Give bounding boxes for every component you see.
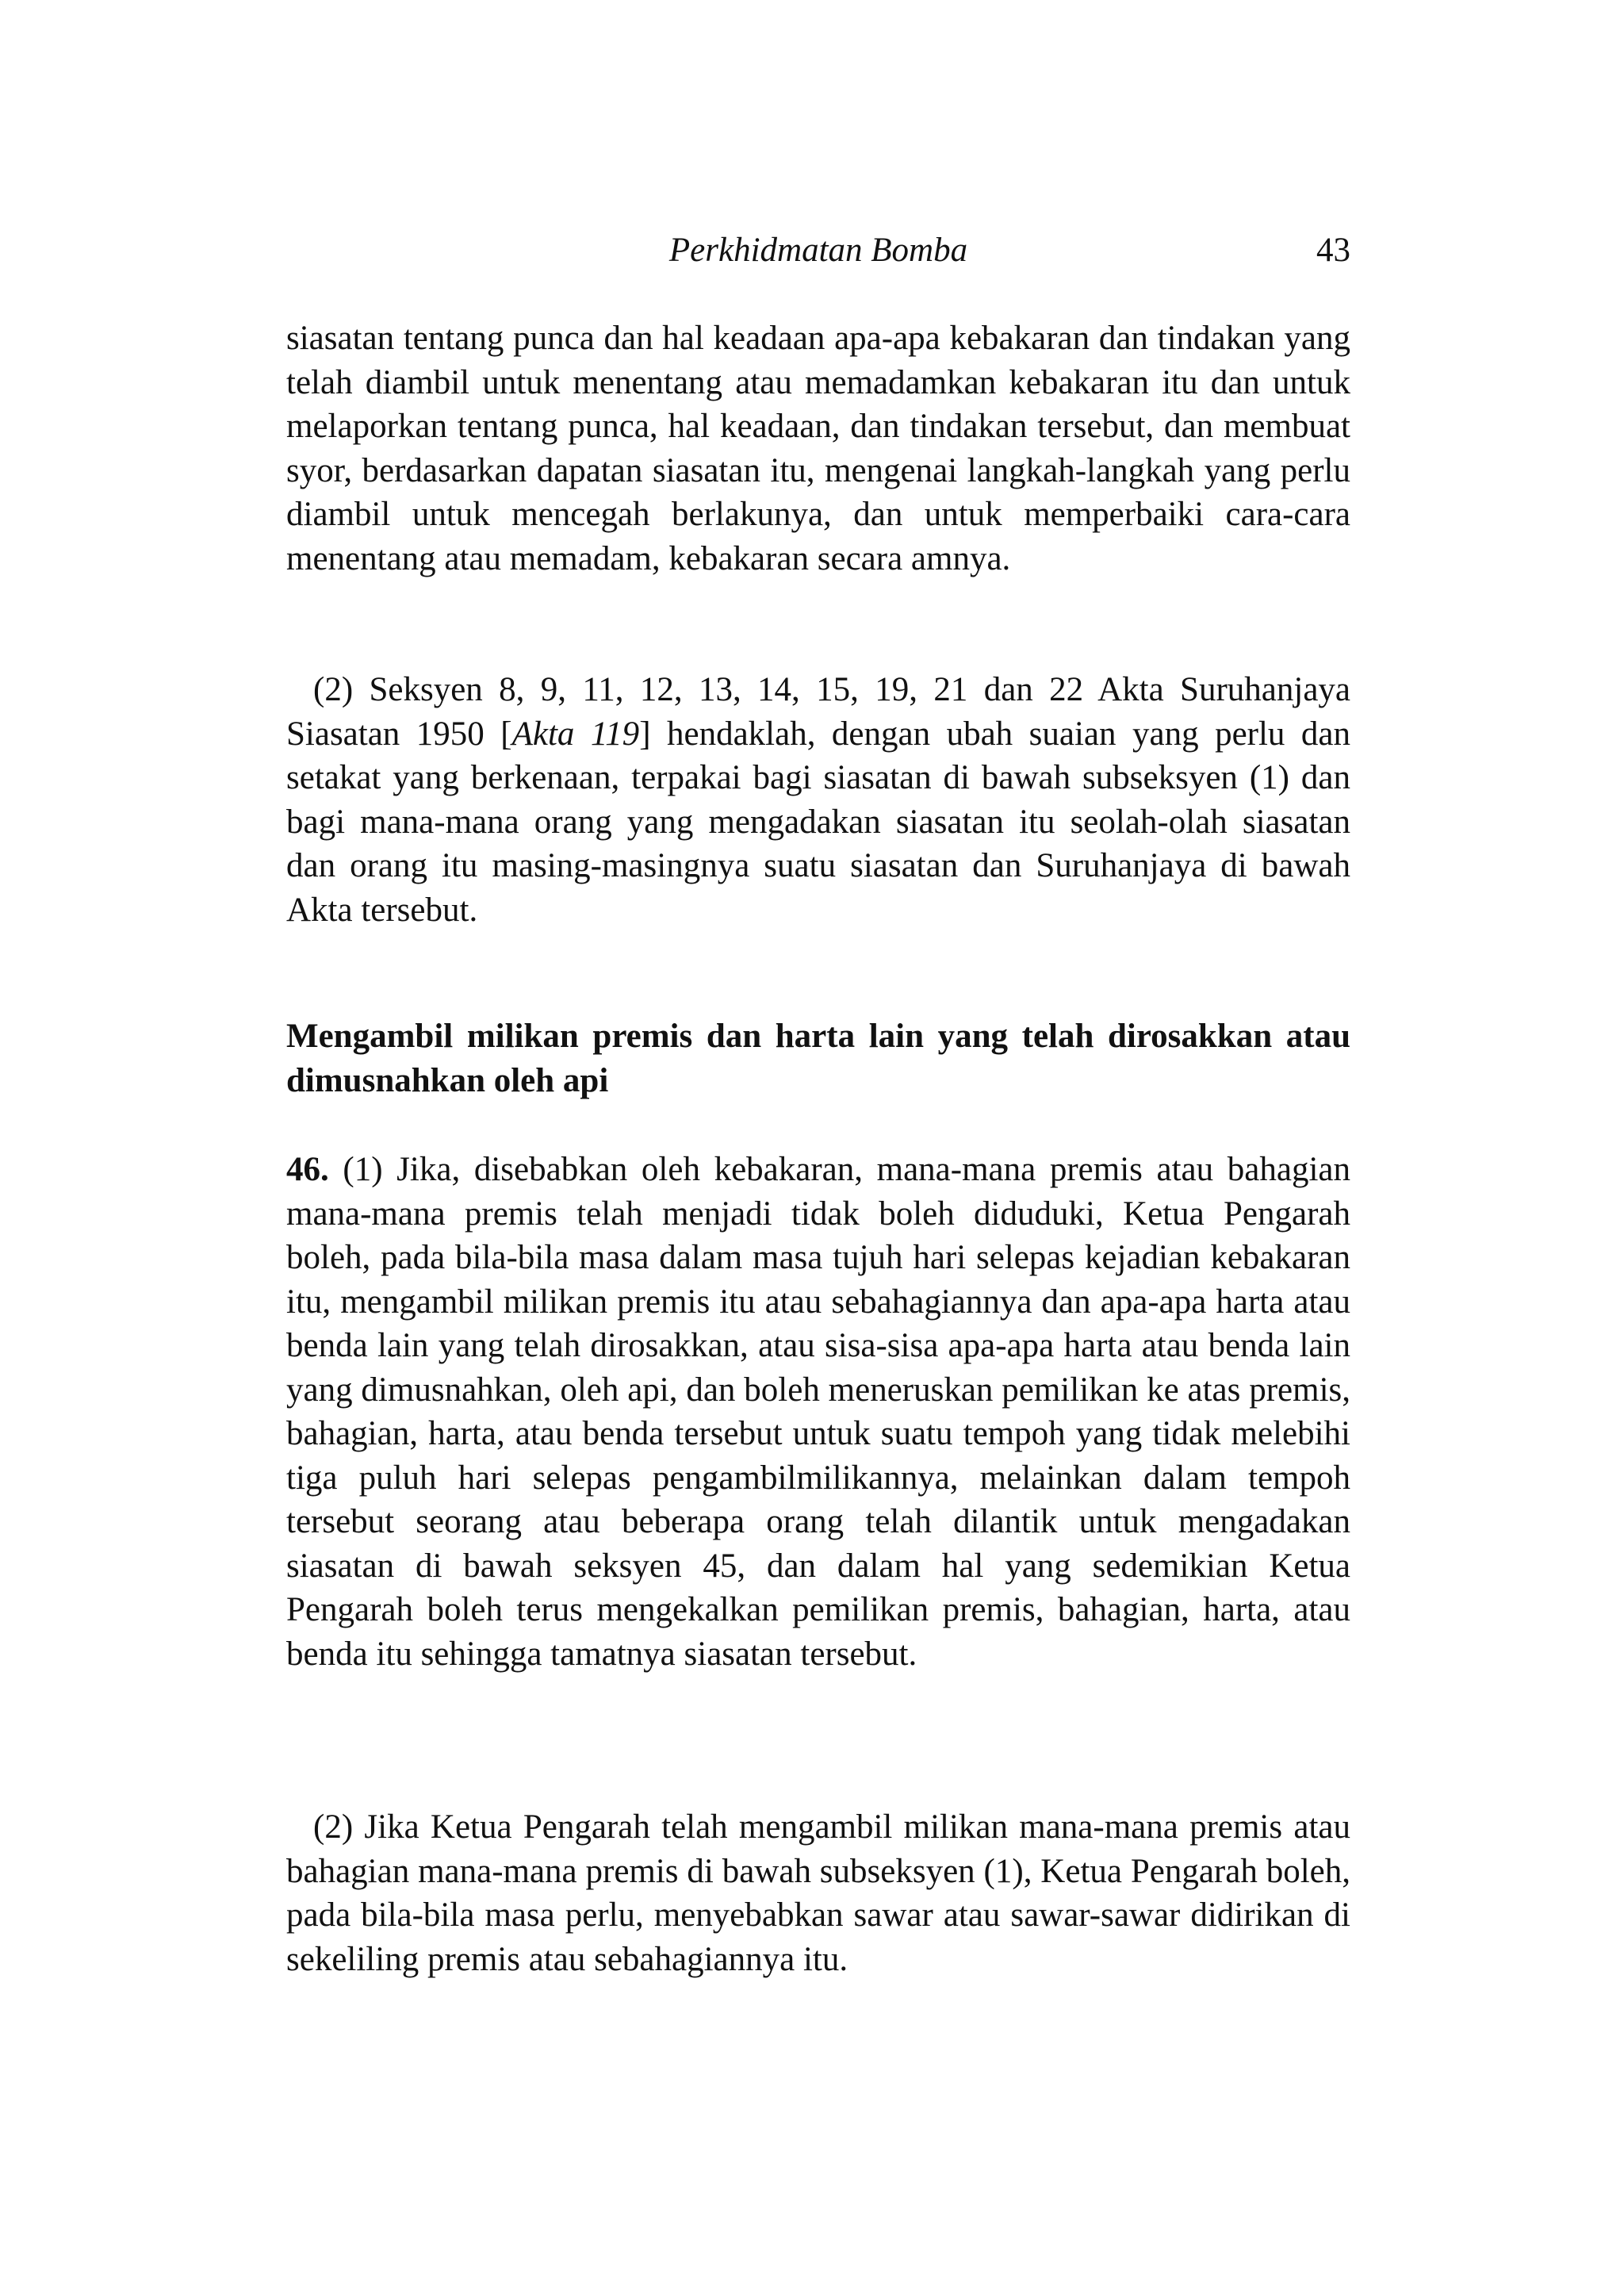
section-46-subsection-1	[286, 1148, 1350, 1676]
section-46-subsection-2: (2) Jika Ketua Pengarah telah mengambil milikan mana-mana premis atau bahagian mana-mana premis di bawah subseksyen (1), Ketua Pengarah boleh, pada bila-bila masa perlu, menyebabkan sawar atau sawar-sawar didirikan di sekeliling premis atau sebahagiannya itu.	[286, 1808, 1350, 1978]
act-reference: Akta 119	[511, 715, 640, 753]
paragraph-continuation: siasatan tentang punca dan hal keadaan apa-apa kebakaran dan tindakan yang telah diambil untuk menentang atau memadamkan kebakaran itu dan untuk melaporkan tentang punca, hal keadaan, dan tindakan tersebut, dan membuat syor, berdasarkan dapatan siasatan itu, mengenai langkah-langkah yang perlu diambil untuk mencegah berlakunya, dan untuk memperbaiki cara-cara menentang atau memadam, kebakaran secara amnya.	[286, 320, 1350, 577]
section-number: 46.	[286, 1151, 329, 1188]
subsection-text-after-reference: ] hendaklah, dengan ubah suaian yang perlu dan setakat yang berkenaan, terpakai bagi siasatan di bawah subseksyen (1) dan bagi mana-mana orang yang mengadakan siasatan itu seolah-olah siasatan dan orang itu masing-masingnya suatu siasatan dan Suruhanjaya di bawah Akta tersebut.	[286, 715, 1350, 929]
running-title: Perkhidmatan Bomba	[668, 232, 968, 269]
running-header	[286, 227, 1350, 274]
subsection-text-before-reference: (2) Seksyen 8, 9, 11, 12, 13, 14, 15, 19, 21 dan 22 Akta Suruhanjaya Siasatan 1950 [	[286, 671, 1350, 753]
page-number: 43	[1316, 232, 1350, 269]
section-46-subsection-1-text: (1) Jika, disebabkan oleh kebakaran, mana-mana premis atau bahagian mana-mana premis telah menjadi tidak boleh diduduki, Ketua Pengarah boleh, pada bila-bila masa dalam masa tujuh hari selepas kejadian kebakaran itu, mengambil milikan premis itu atau sebahagiannya dan apa-apa harta atau benda lain yang telah dirosakkan, atau sisa-sisa apa-apa harta atau benda lain yang dimusnahkan, oleh api, dan boleh meneruskan pemilikan ke atas premis, bahagian, harta, atau benda tersebut untuk suatu tempoh yang tidak melebihi tiga puluh hari selepas pengambilmilikannya, melainkan dalam tempoh tersebut seorang atau beberapa orang telah dilantik untuk mengadakan siasatan di bawah seksyen 45, dan dalam hal yang sedemikian Ketua Pengarah boleh terus mengekalkan pemilikan premis, bahagian, harta, atau benda itu sehingga tamatnya siasatan tersebut.	[286, 1151, 1350, 1673]
section-heading: Mengambil milikan premis dan harta lain yang telah dirosakkan atau dimusnahkan oleh api	[286, 1018, 1350, 1099]
subsection-2-paragraph	[286, 668, 1350, 932]
